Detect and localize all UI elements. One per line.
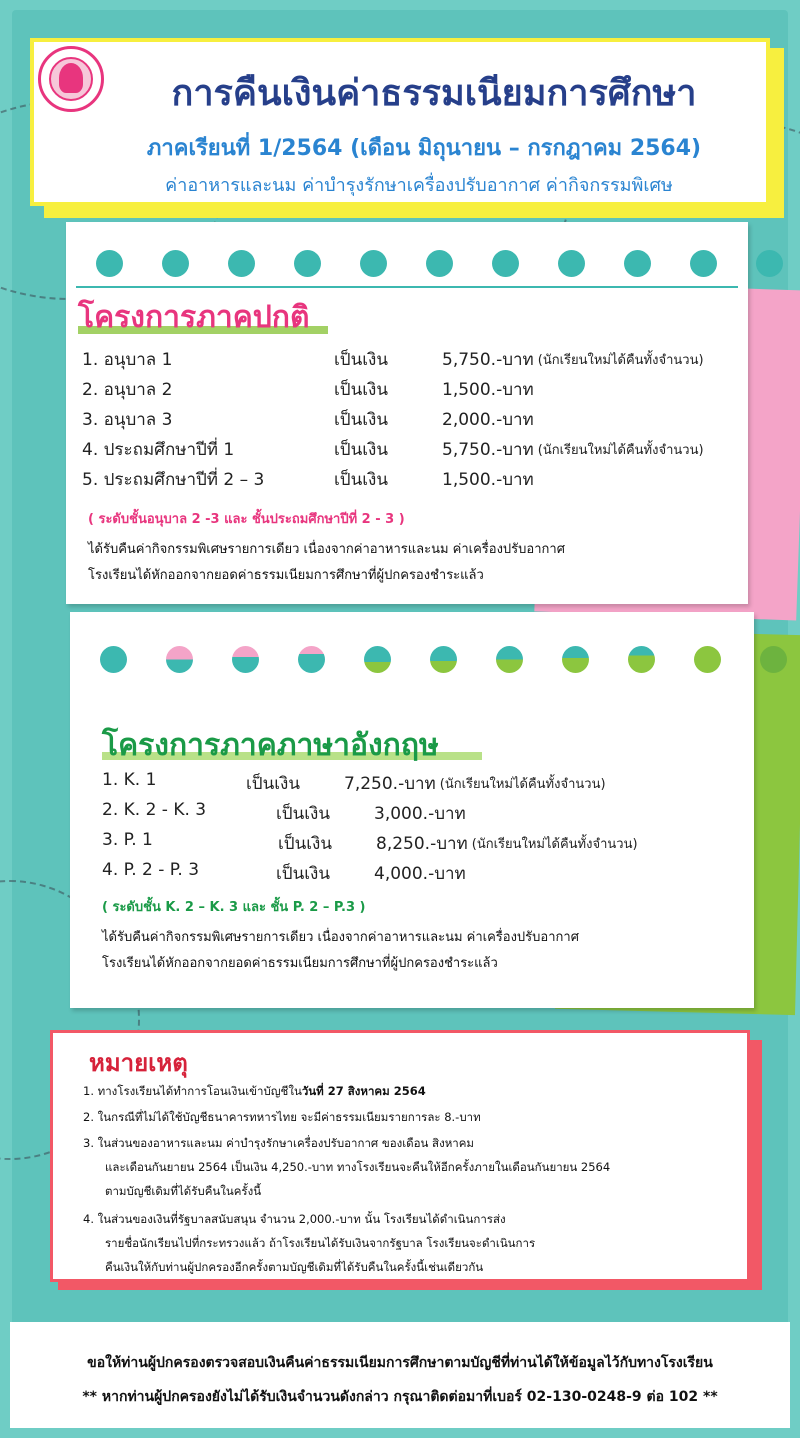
- english-scope-note: ( ระดับชั้น K. 2 – K. 3 และ ชั้น P. 2 – P.3 ): [102, 900, 366, 915]
- table-row: 2. K. 2 - K. 3 เป็นเงิน 3,000.-บาท: [102, 800, 466, 824]
- regular-program-card: [66, 222, 748, 604]
- remark-item: 4. ในส่วนของเงินที่รัฐบาลสนับสนุน จำนวน 2,000.-บาท นั้น โรงเรียนได้ดำเนินการส่ง: [83, 1212, 506, 1226]
- table-row: 5. ประถมศึกษาปีที่ 2 – 3 เป็นเงิน 1,500.-บาท: [82, 470, 534, 490]
- regular-explanation-2: โรงเรียนได้หักออกจากยอดค่าธรรมเนียมการศึกษาที่ผู้ปกครองชำระแล้ว: [88, 568, 484, 583]
- table-row: 4. P. 2 - P. 3 เป็นเงิน 4,000.-บาท: [102, 860, 466, 884]
- regular-program-title: โครงการภาคปกติ: [78, 300, 310, 335]
- header-card: [30, 38, 770, 206]
- footer-line-1: ขอให้ท่านผู้ปกครองตรวจสอบเงินคืนค่าธรรมเนียมการศึกษาตามบัญชีที่ท่านได้ให้ข้อมูลไว้กับทางโรงเรียน: [87, 1355, 713, 1371]
- english-program-title: โครงการภาคภาษาอังกฤษ: [102, 728, 439, 763]
- remark-item-cont: รายชื่อนักเรียนไปที่กระทรวงแล้ว ถ้าโรงเรียนได้รับเงินจากรัฐบาล โรงเรียนจะดำเนินการ: [105, 1236, 536, 1250]
- remark-item-cont: และเดือนกันยายน 2564 เป็นเงิน 4,250.-บาท ทางโรงเรียนจะคืนให้อีกครั้งภายในเดือนกันยายน 2564: [105, 1160, 611, 1174]
- fee-types: ค่าอาหารและนม ค่าบำรุงรักษาเครื่องปรับอากาศ ค่ากิจกรรมพิเศษ: [165, 175, 673, 196]
- footer-notice: [10, 1322, 790, 1428]
- semester-subtitle: ภาคเรียนที่ 1/2564 (เดือน มิถุนายน – กรกฎาคม 2564): [146, 136, 702, 161]
- page-title: การคืนเงินค่าธรรมเนียมการศึกษา: [171, 73, 697, 114]
- table-row: 2. อนุบาล 2 เป็นเงิน 1,500.-บาท: [82, 380, 534, 400]
- school-logo-icon: [38, 46, 104, 112]
- english-program-card: [70, 612, 754, 1008]
- binder-dots: [96, 250, 783, 278]
- remarks-card: [50, 1030, 750, 1282]
- english-explanation-2: โรงเรียนได้หักออกจากยอดค่าธรรมเนียมการศึกษาที่ผู้ปกครองชำระแล้ว: [102, 956, 498, 971]
- table-row: 4. ประถมศึกษาปีที่ 1 เป็นเงิน 5,750.-บาท (นักเรียนใหม่ได้คืนทั้งจำนวน): [82, 440, 704, 460]
- divider: [76, 286, 738, 288]
- remark-item-cont: คืนเงินให้กับท่านผู้ปกครองอีกครั้งตามบัญชีเดิมที่ได้รับคืนในครั้งนี้เช่นเดียวกัน: [105, 1260, 484, 1274]
- remarks-title: หมายเหตุ: [89, 1049, 188, 1077]
- footer-line-2: ** หากท่านผู้ปกครองยังไม่ได้รับเงินจำนวนดังกล่าว กรุณาติดต่อมาที่เบอร์ 02-130-0248-9 ต่อ 102 **: [82, 1389, 718, 1405]
- remark-item: 2. ในกรณีที่ไม่ได้ใช้บัญชีธนาคารทหารไทย จะมีค่าธรรมเนียมรายการละ 8.-บาท: [83, 1110, 481, 1124]
- table-row: 3. P. 1 เป็นเงิน 8,250.-บาท (นักเรียนใหม่ได้คืนทั้งจำนวน): [102, 830, 638, 854]
- binder-dots: [100, 646, 787, 674]
- regular-scope-note: ( ระดับชั้นอนุบาล 2 -3 และ ชั้นประถมศึกษาปีที่ 2 - 3 ): [88, 512, 405, 527]
- remark-item-cont: ตามบัญชีเดิมที่ได้รับคืนในครั้งนี้: [105, 1184, 262, 1198]
- table-row: 1. K. 1 เป็นเงิน 7,250.-บาท (นักเรียนใหม่ได้คืนทั้งจำนวน): [102, 770, 606, 794]
- regular-explanation-1: ได้รับคืนค่ากิจกรรมพิเศษรายการเดียว เนื่องจากค่าอาหารและนม ค่าเครื่องปรับอากาศ: [88, 542, 565, 557]
- english-explanation-1: ได้รับคืนค่ากิจกรรมพิเศษรายการเดียว เนื่องจากค่าอาหารและนม ค่าเครื่องปรับอากาศ: [102, 930, 579, 945]
- table-row: 1. อนุบาล 1 เป็นเงิน 5,750.-บาท (นักเรียนใหม่ได้คืนทั้งจำนวน): [82, 350, 704, 370]
- table-row: 3. อนุบาล 3 เป็นเงิน 2,000.-บาท: [82, 410, 534, 430]
- remark-item: 3. ในส่วนของอาหารและนม ค่าบำรุงรักษาเครื่องปรับอากาศ ของเดือน สิงหาคม: [83, 1136, 475, 1150]
- remark-item: 1. ทางโรงเรียนได้ทำการโอนเงินเข้าบัญชีในวันที่ 27 สิงหาคม 2564: [83, 1084, 426, 1098]
